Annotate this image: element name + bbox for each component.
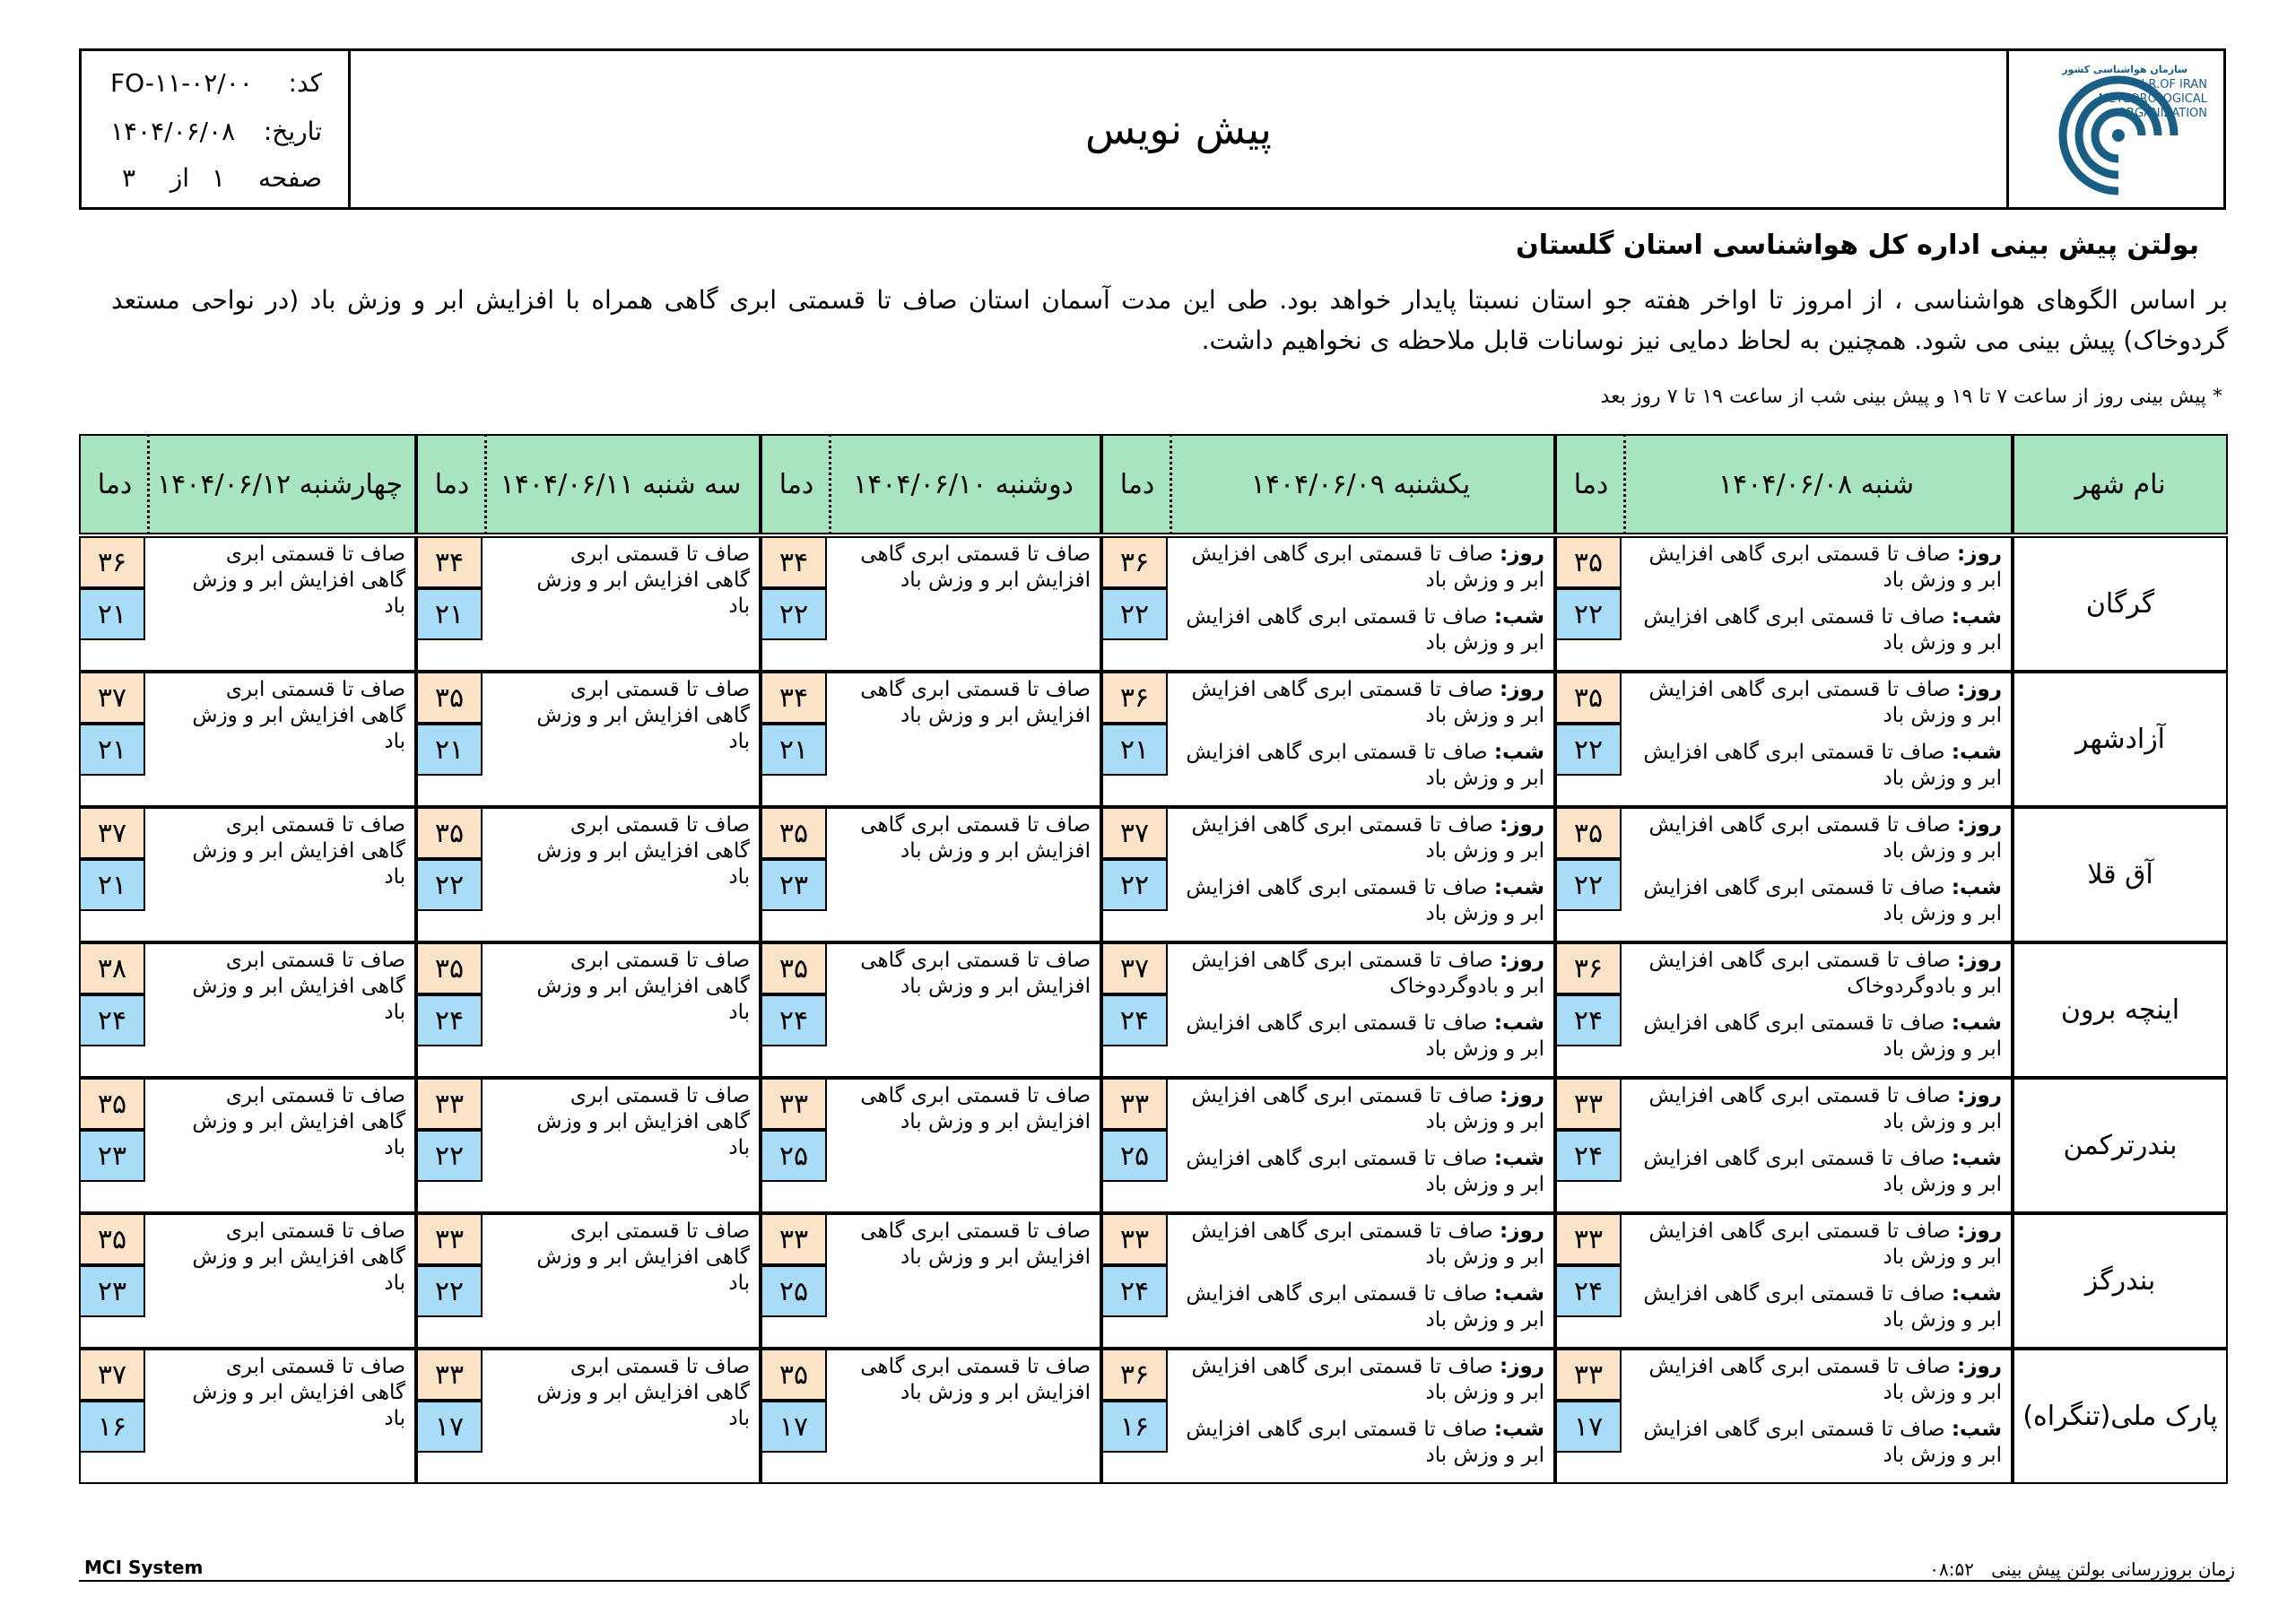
min-temp-box: ۲۲	[416, 1130, 483, 1182]
min-temp-box: ۲۳	[79, 1130, 145, 1182]
night-forecast-text	[1631, 1011, 2002, 1063]
max-temp-box: ۳۵	[761, 942, 827, 994]
night-forecast: صاف تا قسمتی ابری گاهی افزایش ابر و وزش باد	[1643, 1147, 2002, 1196]
day-forecast-text	[1631, 1083, 2002, 1135]
night-label: شب:	[1493, 1282, 1544, 1306]
night-forecast-text	[1631, 1281, 2002, 1333]
night-forecast: صاف تا قسمتی ابری گاهی افزایش ابر و وزش باد	[1186, 1011, 1544, 1061]
max-temp-box: ۳۵	[1555, 536, 1622, 588]
day-label: روز:	[1957, 1084, 2002, 1107]
night-forecast-text	[1177, 1146, 1544, 1198]
header-day-4	[416, 434, 761, 534]
night-forecast: صاف تا قسمتی ابری گاهی افزایش ابر و وزش باد	[1643, 876, 2002, 925]
forecast-text: صاف تا قسمتی ابری گاهی افزایش ابر و وزش باد	[536, 678, 750, 753]
header-dotted-divider-2	[1170, 434, 1172, 534]
code-value: FO-۱۱-۰۲/۰۰	[110, 67, 253, 98]
date-label: تاریخ:	[263, 116, 322, 146]
max-temp-box: ۳۶	[79, 536, 145, 588]
max-temp-box: ۳۳	[1101, 1213, 1168, 1265]
forecast-text: صاف تا قسمتی ابری گاهی افزایش ابر و وزش باد	[860, 1219, 1091, 1269]
city-name: آزادشهر	[2074, 724, 2166, 755]
day-label: روز:	[1500, 1084, 1544, 1107]
forecast-time-note: * پیش بینی روز از ساعت ۷ تا ۱۹ و پیش بینی شب از ساعت ۱۹ تا ۷ روز بعد	[1600, 386, 2222, 408]
night-forecast-text	[1177, 740, 1544, 792]
forecast-text: صاف تا قسمتی ابری گاهی افزایش ابر و وزش باد	[536, 542, 750, 618]
night-forecast-text	[1631, 875, 2002, 927]
forecast-text: صاف تا قسمتی ابری گاهی افزایش ابر و وزش باد	[860, 813, 1091, 863]
temp-header-5: دما	[97, 468, 133, 500]
night-label: شب:	[1951, 1282, 2002, 1306]
min-temp-box: ۱۷	[416, 1401, 483, 1453]
max-temp-box: ۳۷	[79, 807, 145, 859]
forecast-text: صاف تا قسمتی ابری گاهی افزایش ابر و وزش باد	[860, 1355, 1091, 1404]
night-forecast-text	[1177, 1417, 1544, 1469]
night-forecast: صاف تا قسمتی ابری گاهی افزایش ابر و وزش باد	[1186, 741, 1544, 790]
night-label: شب:	[1951, 1418, 2002, 1441]
max-temp-box: ۳۳	[416, 1213, 483, 1265]
min-temp-box: ۲۳	[79, 1265, 145, 1317]
day-forecast: صاف تا قسمتی ابری گاهی افزایش ابر و وزش باد	[1191, 813, 1544, 863]
forecast-text: صاف تا قسمتی ابری گاهی افزایش ابر و وزش باد	[860, 678, 1091, 727]
night-label: شب:	[1951, 876, 2002, 899]
night-forecast: صاف تا قسمتی ابری گاهی افزایش ابر و وزش باد	[1186, 605, 1544, 655]
night-label: شب:	[1493, 876, 1544, 899]
header-day-3	[761, 434, 1101, 534]
min-temp-box: ۲۴	[761, 994, 827, 1046]
header-dotted-divider-3	[829, 434, 831, 534]
day-label: روز:	[1957, 678, 2002, 701]
document-header	[79, 48, 2226, 210]
min-temp-box: ۲۲	[1555, 724, 1622, 776]
day-label-3: دوشنبه ۱۴۰۴/۰۶/۱۰	[853, 468, 1074, 500]
min-temp-box: ۲۳	[761, 859, 827, 911]
night-forecast: صاف تا قسمتی ابری گاهی افزایش ابر و وزش باد	[1643, 1418, 2002, 1467]
forecast-text: صاف تا قسمتی ابری گاهی افزایش ابر و وزش باد	[192, 1219, 405, 1295]
day-forecast: صاف تا قسمتی ابری گاهی افزایش ابر و وزش باد	[1191, 678, 1544, 727]
day-forecast: صاف تا قسمتی ابری گاهی افزایش ابر و وزش باد	[1648, 542, 2002, 592]
max-temp-box: ۳۷	[79, 1349, 145, 1401]
day-forecast-text	[1631, 1219, 2002, 1271]
forecast-text: صاف تا قسمتی ابری گاهی افزایش ابر و وزش باد	[192, 678, 405, 753]
day-label: روز:	[1957, 1219, 2002, 1243]
day-forecast-text	[1177, 948, 1544, 1000]
organization-logo	[2006, 51, 2223, 207]
min-temp-box: ۲۲	[416, 1265, 483, 1317]
max-temp-box: ۳۶	[1101, 1349, 1168, 1401]
min-temp-box: ۲۱	[1101, 724, 1168, 776]
max-temp-box: ۳۳	[1555, 1213, 1622, 1265]
night-forecast-text	[1631, 1146, 2002, 1198]
max-temp-box: ۳۳	[1101, 1078, 1168, 1130]
temp-header-1: دما	[1573, 468, 1609, 500]
max-temp-box: ۳۴	[761, 536, 827, 588]
forecast-text: صاف تا قسمتی ابری گاهی افزایش ابر و وزش باد	[192, 949, 405, 1024]
night-label: شب:	[1951, 605, 2002, 629]
day-forecast: صاف تا قسمتی ابری گاهی افزایش ابر و وزش باد	[1191, 1084, 1544, 1133]
min-temp-box: ۲۲	[1555, 859, 1622, 911]
min-temp-box: ۲۲	[761, 588, 827, 640]
header-dotted-divider-4	[484, 434, 487, 534]
code-label: کد:	[288, 67, 322, 98]
forecast-text: صاف تا قسمتی ابری گاهی افزایش ابر و وزش باد	[192, 1355, 405, 1430]
min-temp-box: ۱۶	[1101, 1401, 1168, 1453]
day-label-5: چهارشنبه ۱۴۰۴/۰۶/۱۲	[157, 468, 403, 500]
min-temp-box: ۲۲	[416, 859, 483, 911]
day-forecast: صاف تا قسمتی ابری گاهی افزایش ابر و وزش باد	[1191, 1219, 1544, 1269]
logo-english-line-3: ORGANIZATION	[2117, 107, 2207, 120]
min-temp-box: ۲۴	[79, 994, 145, 1046]
day-forecast: صاف تا قسمتی ابری گاهی افزایش ابر و وزش باد	[1648, 813, 2002, 863]
bulletin-title: بولتن پیش بینی اداره کل هواشناسی استان گلستان	[1516, 230, 2199, 261]
max-temp-box: ۳۳	[416, 1078, 483, 1130]
min-temp-box: ۲۱	[79, 859, 145, 911]
city-name: بندرگز	[2084, 1265, 2156, 1297]
night-forecast: صاف تا قسمتی ابری گاهی افزایش ابر و وزش باد	[1186, 1282, 1544, 1332]
city-name: آق قلا	[2087, 859, 2153, 890]
forecast-text: صاف تا قسمتی ابری گاهی افزایش ابر و وزش باد	[192, 813, 405, 889]
night-forecast: صاف تا قسمتی ابری گاهی افزایش ابر و وزش باد	[1643, 741, 2002, 790]
code-row	[82, 60, 333, 105]
city-name: اینچه برون	[2060, 994, 2180, 1026]
day-forecast-text	[1177, 812, 1544, 864]
night-forecast: صاف تا قسمتی ابری گاهی افزایش ابر و وزش باد	[1643, 1282, 2002, 1332]
date-row	[82, 108, 333, 153]
max-temp-box: ۳۷	[1101, 807, 1168, 859]
max-temp-box: ۳۳	[416, 1349, 483, 1401]
logo-persian-text: سازمان هواشناسی کشور	[2062, 64, 2187, 75]
night-forecast: صاف تا قسمتی ابری گاهی افزایش ابر و وزش باد	[1643, 605, 2002, 655]
max-temp-box: ۳۶	[1101, 672, 1168, 724]
day-label: روز:	[1500, 542, 1544, 566]
day-label-2: یکشنبه ۱۴۰۴/۰۶/۰۹	[1250, 468, 1471, 500]
day-forecast: صاف تا قسمتی ابری گاهی افزایش ابر و وزش باد	[1648, 1355, 2002, 1404]
day-label-1: شنبه ۱۴۰۴/۰۶/۰۸	[1718, 468, 1914, 500]
night-forecast-text	[1631, 740, 2002, 792]
day-label: روز:	[1500, 1219, 1544, 1243]
day-label: روز:	[1500, 949, 1544, 972]
max-temp-box: ۳۵	[416, 942, 483, 994]
night-forecast: صاف تا قسمتی ابری گاهی افزایش ابر و وزش باد	[1186, 1418, 1544, 1467]
day-forecast-text	[1631, 542, 2002, 594]
day-label: روز:	[1500, 813, 1544, 837]
day-forecast: صاف تا قسمتی ابری گاهی افزایش ابر و بادوگردوخاک	[1191, 949, 1544, 998]
max-temp-box: ۳۶	[1555, 942, 1622, 994]
max-temp-box: ۳۳	[1555, 1078, 1622, 1130]
max-temp-box: ۳۳	[761, 1213, 827, 1265]
page-of-label: از	[170, 162, 189, 193]
min-temp-box: ۲۵	[761, 1130, 827, 1182]
min-temp-box: ۲۱	[416, 724, 483, 776]
min-temp-box: ۱۶	[79, 1401, 145, 1453]
day-forecast-text	[1177, 1083, 1544, 1135]
night-forecast-text	[1177, 1281, 1544, 1333]
max-temp-box: ۳۵	[761, 807, 827, 859]
min-temp-box: ۲۴	[1555, 1130, 1622, 1182]
document-meta	[82, 51, 351, 207]
page-row	[82, 155, 333, 200]
day-label: روز:	[1957, 542, 2002, 566]
day-label: روز:	[1500, 1355, 1544, 1378]
day-label: روز:	[1957, 1355, 2002, 1378]
day-forecast-text	[1631, 1354, 2002, 1406]
forecast-text: صاف تا قسمتی ابری گاهی افزایش ابر و وزش باد	[860, 1084, 1091, 1133]
page-total: ۳	[121, 162, 135, 193]
min-temp-box: ۲۲	[1101, 588, 1168, 640]
system-label: MCI System	[84, 1557, 204, 1578]
night-label: شب:	[1951, 1147, 2002, 1170]
temp-header-3: دما	[778, 468, 814, 500]
document-title: پیش نویس	[1085, 105, 1272, 153]
forecast-text: صاف تا قسمتی ابری گاهی افزایش ابر و وزش باد	[536, 1084, 750, 1159]
day-label-4: سه شنبه ۱۴۰۴/۰۶/۱۱	[500, 468, 742, 500]
night-forecast: صاف تا قسمتی ابری گاهی افزایش ابر و وزش باد	[1186, 1147, 1544, 1196]
min-temp-box: ۲۵	[761, 1265, 827, 1317]
update-label: زمان بروزرسانی بولتن پیش بینی	[1991, 1558, 2235, 1580]
max-temp-box: ۳۵	[79, 1078, 145, 1130]
day-label: روز:	[1957, 949, 2002, 972]
header-day-5	[79, 434, 416, 534]
min-temp-box: ۱۷	[761, 1401, 827, 1453]
min-temp-box: ۲۴	[416, 994, 483, 1046]
update-time: ۰۸:۵۲	[1929, 1558, 1975, 1580]
day-forecast-text	[1177, 1354, 1544, 1406]
night-forecast-text	[1631, 604, 2002, 656]
day-forecast: صاف تا قسمتی ابری گاهی افزایش ابر و بادوگردوخاک	[1648, 949, 2002, 998]
night-label: شب:	[1493, 1147, 1544, 1170]
night-forecast-text	[1177, 875, 1544, 927]
logo-english-line-2: METEOROLOGICAL	[2098, 92, 2207, 106]
min-temp-box: ۲۱	[416, 588, 483, 640]
city-name: گرگان	[2085, 588, 2155, 620]
page-number: ۱	[211, 162, 225, 193]
night-label: شب:	[1493, 741, 1544, 764]
day-forecast-text	[1177, 1219, 1544, 1271]
night-forecast: صاف تا قسمتی ابری گاهی افزایش ابر و وزش باد	[1186, 876, 1544, 925]
temp-header-4: دما	[434, 468, 470, 500]
date-value: ۱۴۰۴/۰۶/۰۸	[110, 116, 236, 146]
night-forecast-text	[1177, 604, 1544, 656]
day-forecast: صاف تا قسمتی ابری گاهی افزایش ابر و وزش باد	[1648, 678, 2002, 727]
max-temp-box: ۳۸	[79, 942, 145, 994]
forecast-text: صاف تا قسمتی ابری گاهی افزایش ابر و وزش باد	[192, 1084, 405, 1159]
min-temp-box: ۲۴	[1555, 994, 1622, 1046]
min-temp-box: ۲۱	[761, 724, 827, 776]
min-temp-box: ۲۵	[1101, 1130, 1168, 1182]
forecast-text: صاف تا قسمتی ابری گاهی افزایش ابر و وزش باد	[860, 542, 1091, 592]
min-temp-box: ۲۲	[1555, 588, 1622, 640]
max-temp-box: ۳۵	[1555, 807, 1622, 859]
day-forecast: صاف تا قسمتی ابری گاهی افزایش ابر و وزش باد	[1648, 1084, 2002, 1133]
header-dotted-divider-5	[147, 434, 150, 534]
max-temp-box: ۳۴	[416, 536, 483, 588]
max-temp-box: ۳۵	[1555, 672, 1622, 724]
page-label: صفحه	[257, 162, 322, 193]
min-temp-box: ۲۱	[79, 588, 145, 640]
night-forecast-text	[1631, 1417, 2002, 1469]
day-forecast: صاف تا قسمتی ابری گاهی افزایش ابر و وزش باد	[1648, 1219, 2002, 1269]
city-name: بندرترکمن	[2063, 1130, 2178, 1161]
bulletin-paragraph: بر اساس الگوهای هواشناسی ، از امروز تا اواخر هفته جو استان نسبتا پایدار خواهد بود. طی این مدت آسمان استان صاف تا قسمتی ابری گاهی همراه با افزایش ابر و وزش باد (در نواحی مستعد گردوخاک) پیش بینی می شود. همچنین به لحاظ دمایی نیز نوسانات قابل ملاحظه ی نخواهیم داشت.	[111, 285, 2228, 355]
day-forecast: صاف تا قسمتی ابری گاهی افزایش ابر و وزش باد	[1191, 1355, 1544, 1404]
night-label: شب:	[1493, 1011, 1544, 1035]
header-dotted-divider-1	[1623, 434, 1626, 534]
night-label: شب:	[1493, 1418, 1544, 1441]
forecast-text: صاف تا قسمتی ابری گاهی افزایش ابر و وزش باد	[536, 1219, 750, 1295]
day-label: روز:	[1500, 678, 1544, 701]
max-temp-box: ۳۷	[79, 672, 145, 724]
forecast-text: صاف تا قسمتی ابری گاهی افزایش ابر و وزش باد	[192, 542, 405, 618]
forecast-text: صاف تا قسمتی ابری گاهی افزایش ابر و وزش باد	[536, 1355, 750, 1430]
night-forecast: صاف تا قسمتی ابری گاهی افزایش ابر و وزش باد	[1643, 1011, 2002, 1061]
max-temp-box: ۳۷	[1101, 942, 1168, 994]
max-temp-box: ۳۳	[1555, 1349, 1622, 1401]
night-forecast-text	[1177, 1011, 1544, 1063]
min-temp-box: ۱۷	[1555, 1401, 1622, 1453]
max-temp-box: ۳۵	[416, 807, 483, 859]
day-forecast-text	[1631, 812, 2002, 864]
night-label: شب:	[1493, 605, 1544, 629]
night-label: شب:	[1951, 1011, 2002, 1035]
night-label: شب:	[1951, 741, 2002, 764]
max-temp-box: ۳۵	[79, 1213, 145, 1265]
header-city: نام شهر	[2013, 434, 2228, 534]
day-forecast-text	[1631, 677, 2002, 729]
max-temp-box: ۳۳	[761, 1078, 827, 1130]
max-temp-box: ۳۶	[1101, 536, 1168, 588]
day-forecast-text	[1177, 677, 1544, 729]
min-temp-box: ۲۱	[79, 724, 145, 776]
max-temp-box: ۳۵	[761, 1349, 827, 1401]
max-temp-box: ۳۴	[761, 672, 827, 724]
update-time-text	[1929, 1558, 2235, 1580]
min-temp-box: ۲۲	[1101, 859, 1168, 911]
day-label: روز:	[1957, 813, 2002, 837]
forecast-text: صاف تا قسمتی ابری گاهی افزایش ابر و وزش باد	[536, 949, 750, 1024]
temp-header-2: دما	[1119, 468, 1155, 500]
max-temp-box: ۳۵	[416, 672, 483, 724]
forecast-text: صاف تا قسمتی ابری گاهی افزایش ابر و وزش باد	[536, 813, 750, 889]
min-temp-box: ۲۴	[1555, 1265, 1622, 1317]
city-name: پارک ملی(تنگراه)	[2022, 1401, 2218, 1432]
day-forecast-text	[1631, 948, 2002, 1000]
min-temp-box: ۲۴	[1101, 994, 1168, 1046]
min-temp-box: ۲۴	[1101, 1265, 1168, 1317]
forecast-text: صاف تا قسمتی ابری گاهی افزایش ابر و وزش باد	[860, 949, 1091, 998]
day-forecast-text	[1177, 542, 1544, 594]
logo-english-line-1: I.R.OF IRAN	[2141, 78, 2207, 91]
day-forecast: صاف تا قسمتی ابری گاهی افزایش ابر و وزش باد	[1191, 542, 1544, 592]
footer-divider	[79, 1580, 2230, 1582]
